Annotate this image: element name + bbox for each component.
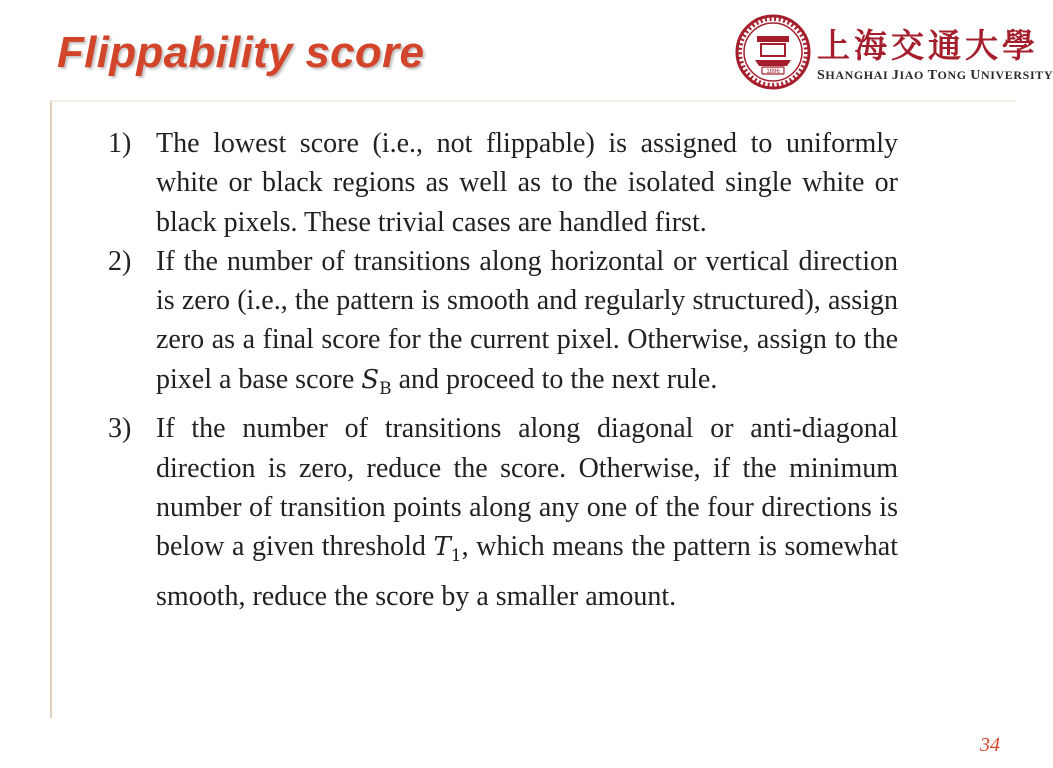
rule-text-before: If the number of transitions along diagonal or anti-diagonal direction is zero, reduce the score. Otherwise, if the minimum number of transition points along any one of the four directions is below a given threshold bbox=[156, 413, 898, 563]
rule-text bbox=[156, 242, 898, 409]
rule-number: 2) bbox=[108, 245, 132, 277]
rule-number: 1) bbox=[108, 128, 132, 159]
rule-text-after: , which means the pattern is somewhat smooth, reduce the score by a smaller amount. bbox=[156, 531, 898, 612]
rule-item-1 bbox=[108, 124, 898, 242]
slide-title: Flippability score bbox=[57, 28, 425, 77]
rule-number: 3) bbox=[108, 413, 132, 445]
rule-text-after: and proceed to the next rule. bbox=[391, 363, 718, 395]
page-number: 34 bbox=[980, 734, 1000, 756]
rules-list bbox=[108, 124, 898, 616]
university-name-en bbox=[817, 68, 1053, 84]
university-name-cn: 上海交通大學 bbox=[817, 26, 1039, 65]
university-logo bbox=[735, 12, 1053, 92]
math-var: S bbox=[361, 364, 380, 395]
seal-year: 1896 bbox=[766, 69, 780, 75]
math-symbol bbox=[433, 532, 462, 567]
university-name-en-text: SHANGHAI JIAO TONG UNIVERSITY bbox=[817, 68, 1053, 83]
math-subscript: B bbox=[379, 378, 392, 399]
rule-item-2 bbox=[108, 242, 898, 409]
math-symbol bbox=[361, 364, 392, 399]
university-seal-icon bbox=[735, 14, 811, 90]
rule-text bbox=[156, 409, 898, 616]
rule-text-before: If the number of transitions along horizontal or vertical direction is zero (i.e., the pattern is smooth and regularly structured), assign zero as a final score for the current pixel. Otherwise, assign to the pixel a base score bbox=[156, 245, 898, 395]
math-var: T bbox=[433, 532, 451, 563]
math-subscript: 1 bbox=[450, 546, 462, 567]
rule-item-3 bbox=[108, 409, 898, 616]
rule-text: The lowest score (i.e., not flippable) is assigned to uniformly white or black regions as well as to the isolated single white or black pixels. These trivial cases are handled first. bbox=[156, 128, 898, 238]
